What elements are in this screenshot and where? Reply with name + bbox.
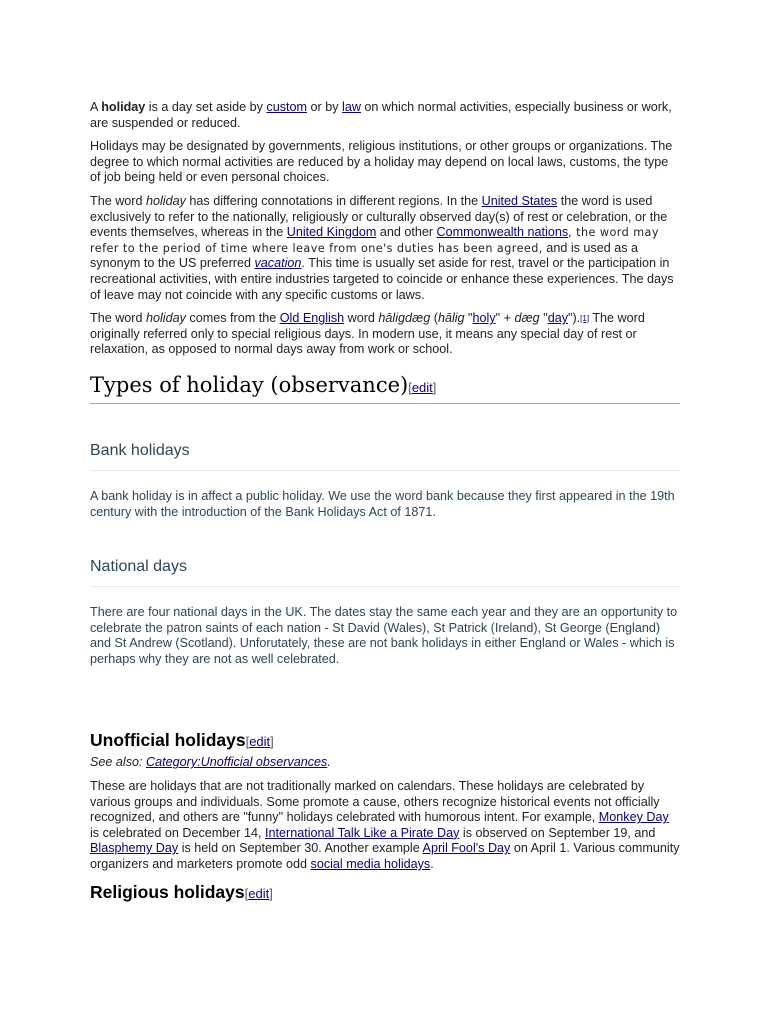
section-heading-religious: [90, 881, 680, 905]
text: . This time is usually set aside for rest, travel or the participation in recreational activities, with entire industries targeted to coincide or enhance these experiences. The days of leave may not coincide with any specific customs or laws.: [90, 256, 674, 302]
bank-holidays-body: A bank holiday is in affect a public holiday. We use the word bank because they first appeared in the 19th century with the introduction of the Bank Holidays Act of 1871.: [90, 488, 675, 519]
text: on which normal activities, especially business or work, are suspended or reduced.: [90, 100, 672, 130]
text: .: [327, 755, 331, 770]
text: (: [430, 311, 438, 326]
link-day[interactable]: day: [547, 311, 568, 326]
bracket: [: [244, 885, 249, 901]
text: A: [90, 100, 102, 114]
link-united-states[interactable]: United States: [481, 193, 558, 208]
intro-paragraph-3: [90, 194, 680, 303]
text: ": [464, 311, 473, 326]
text: These are holidays that are not traditionally marked on calendars. These holidays are celebrated by various groups and individuals. Some promote a cause, others recognize historical events not officially recognized, and others are "funny" holidays celebrated with humorous intent. For example,: [90, 779, 660, 825]
text: comes from the: [185, 311, 280, 326]
link-vacation[interactable]: [255, 256, 302, 270]
text: has differing connotations in different regions. In the: [185, 193, 482, 208]
text: word: [344, 311, 379, 326]
text: is held on September 30. Another example: [178, 841, 423, 856]
bracket: ]: [270, 734, 274, 750]
edit-link-religious[interactable]: edit: [248, 885, 270, 901]
subheading-national-days: National days: [90, 558, 680, 587]
text: or by: [307, 100, 343, 114]
text: " +: [495, 311, 515, 326]
text: .: [430, 857, 434, 872]
edit-link-unofficial[interactable]: edit: [249, 734, 271, 750]
text: is a day set aside by: [145, 100, 267, 114]
link-law[interactable]: law: [342, 100, 361, 114]
subheading-bank-holidays: Bank holidays: [90, 442, 680, 471]
condensed-text: , the word may refer to the period of time where leave from one's duties has been agreed,: [90, 226, 659, 255]
unofficial-holidays-body: [90, 779, 680, 873]
section-heading-unofficial: [90, 729, 680, 753]
link-category-unofficial[interactable]: Category:Unofficial observances: [146, 755, 328, 770]
section-heading-types: [90, 372, 680, 404]
link-monkey-day[interactable]: Monkey Day: [598, 810, 669, 825]
heading-text: Types of holiday (observance): [90, 372, 409, 397]
text: The word: [90, 193, 146, 208]
reference-link[interactable]: [1]: [580, 314, 590, 324]
heading-text: Religious holidays: [90, 881, 245, 902]
text: The word: [90, 311, 146, 326]
text: See also:: [90, 755, 147, 770]
bold-term: holiday: [101, 100, 146, 114]
link-old-english[interactable]: Old English: [279, 311, 345, 326]
link-vacation-label: vacation: [254, 256, 302, 271]
text: ": [539, 311, 548, 326]
edit-link-types[interactable]: edit: [411, 379, 433, 395]
text: on April 1. Various community organizers and marketers promote odd: [90, 841, 680, 872]
italic-term: holiday: [146, 311, 186, 326]
text: and other: [376, 225, 437, 240]
article-content: [90, 100, 680, 907]
link-custom[interactable]: custom: [266, 100, 308, 114]
text: is celebrated on December 14,: [90, 825, 266, 840]
italic-term: hālig: [437, 311, 465, 326]
edit-section: [246, 734, 274, 749]
text: is observed on September 19, and: [459, 825, 656, 840]
link-united-kingdom[interactable]: United Kingdom: [286, 225, 377, 240]
link-social-media-holidays[interactable]: social media holidays: [310, 857, 431, 872]
link-commonwealth-nations[interactable]: Commonwealth nations: [436, 225, 569, 240]
bracket: ]: [432, 379, 437, 395]
edit-section: [245, 886, 273, 901]
edit-section: [408, 380, 436, 395]
text: and is used as a synonym to the US preferred: [90, 240, 639, 271]
bracket: ]: [269, 885, 273, 901]
text: The word originally referred only to special religious days. In modern use, it means any special day of rest or relaxation, as opposed to normal days away from work or school.: [90, 311, 645, 357]
intro-paragraph-4: [90, 311, 680, 358]
see-also-note: [90, 755, 680, 771]
link-holy[interactable]: holy: [472, 311, 496, 326]
italic-term: holiday: [146, 193, 186, 208]
text: ").: [568, 311, 581, 326]
link-talk-like-a-pirate-day[interactable]: International Talk Like a Pirate Day: [265, 825, 460, 840]
italic-term: dæg: [514, 311, 540, 326]
bracket: [: [408, 379, 412, 395]
intro-paragraph-2: Holidays may be designated by governments, religious institutions, or other groups or organizations. The degree to which normal activities are reduced by a holiday may depend on local laws, customs, the type of job being held or even personal choices.: [90, 139, 673, 185]
national-days-body: There are four national days in the UK. The dates stay the same each year and they are an opportunity to celebrate the patron saints of each nation - St David (Wales), St Patrick (Ireland), St George (England) and St Andrew (Scotland). Unforutately, these are not bank holidays in either England or Wales - which is perhaps why they are not as well celebrated.: [90, 605, 678, 666]
intro-paragraph-1: [90, 100, 680, 131]
italic-term: hāligdæg: [378, 311, 431, 326]
bracket: [: [245, 734, 250, 750]
link-blasphemy-day[interactable]: Blasphemy Day: [90, 841, 179, 856]
text: the word is used exclusively to refer to the nationally, religiously or culturally observed day(s) of rest or celebration, or the events themselves, whereas in the: [90, 193, 668, 240]
heading-text: Unofficial holidays: [90, 730, 246, 751]
link-april-fools-day[interactable]: April Fool's Day: [422, 841, 511, 856]
